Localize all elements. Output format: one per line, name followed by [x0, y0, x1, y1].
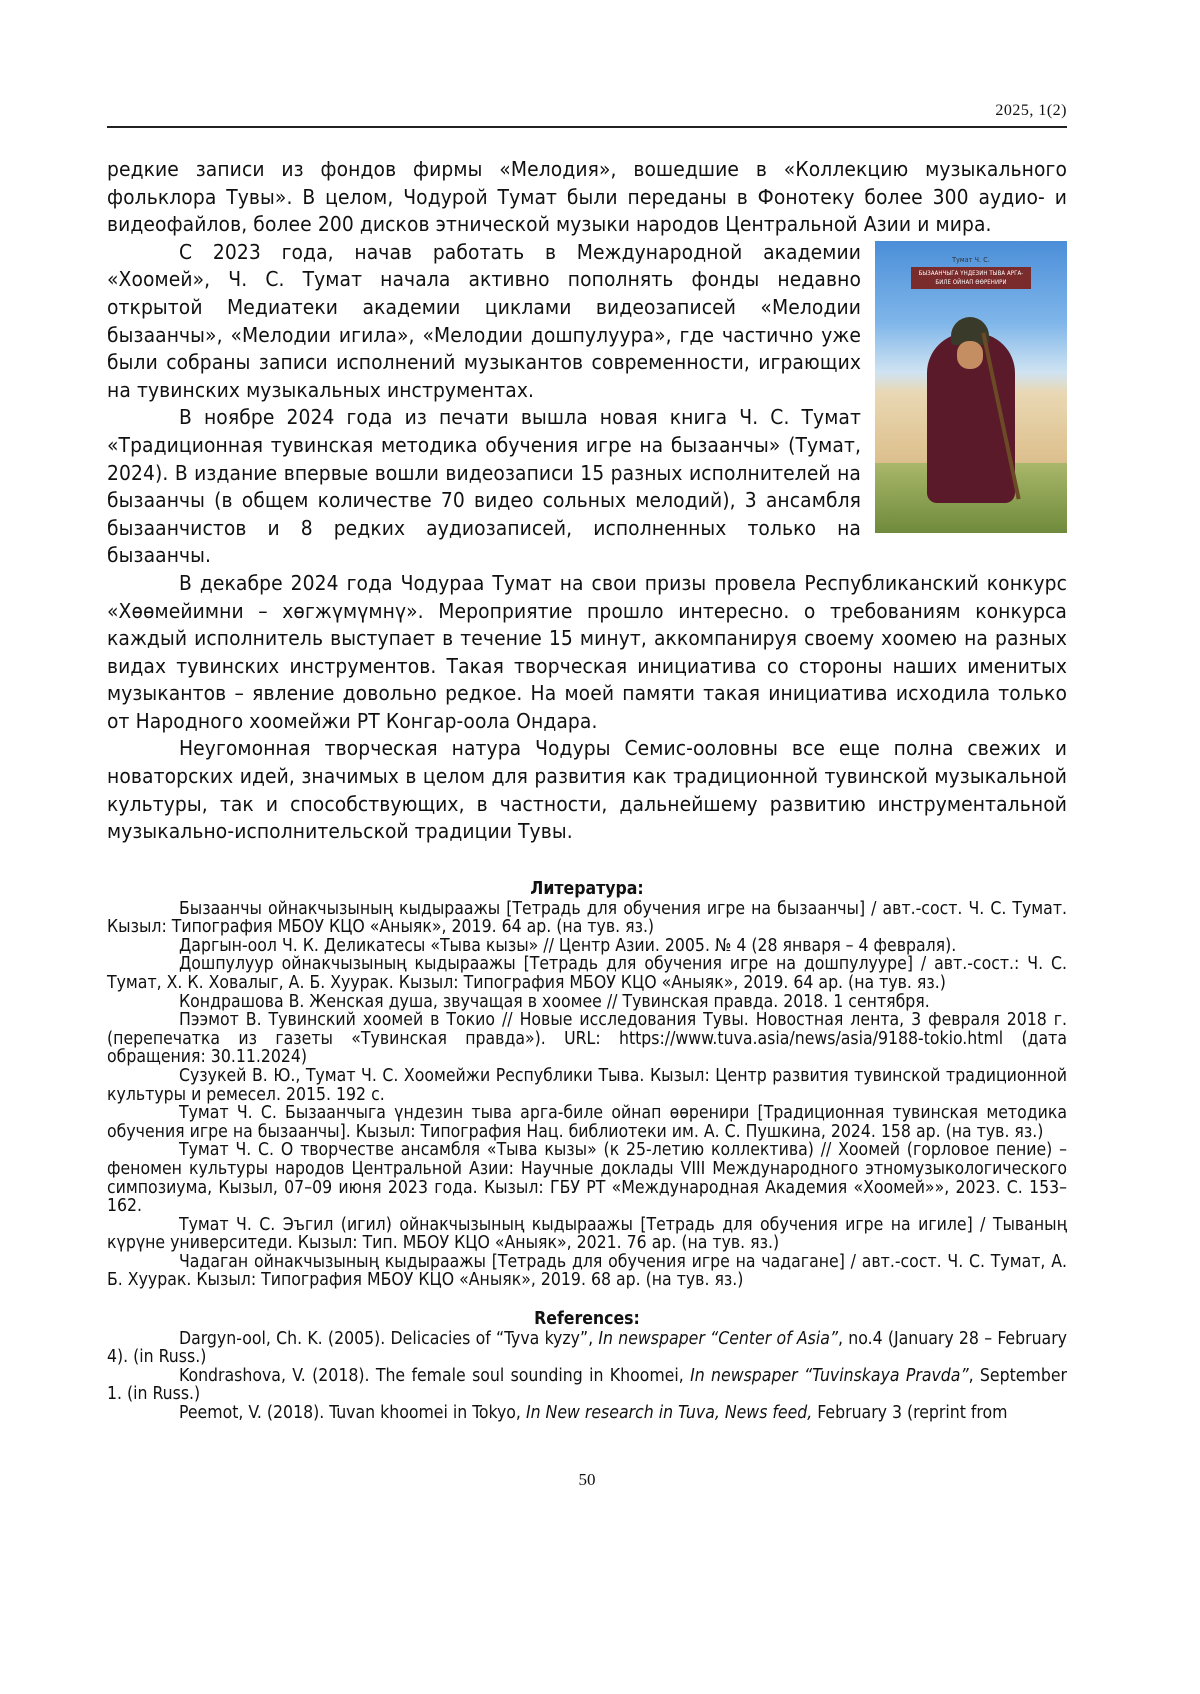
book-cover-author: Тумат Ч. С.	[952, 255, 990, 264]
literature-entry: Чадаган ойнакчызының кыдыраажы [Тетрадь для обучения игре на чадагане] / авт.-сост. Ч. С. Тумат, А. Б. Хуурак. Кызыл: Типография МБОУ КЦО «Аныяк», 2019. 68 ар. (на тув. яз.)	[107, 1251, 1067, 1291]
cover-musician-face	[957, 341, 983, 369]
literature-entry: Тумат Ч. С. Эъгил (игил) ойнакчызының кыдыраажы [Тетрадь для обучения игре на игиле] / Тываның күрүне университеди. Кызыл: Тип. МБОУ КЦО «Аныяк», 2021. 76 ар. (на тув. яз.)	[107, 1214, 1067, 1254]
literature-entry: Кондрашова В. Женская душа, звучащая в хоомее // Тувинская правда. 2018. 1 сентября.	[179, 991, 930, 1012]
reference-text: , September 1. (in Russ.)	[107, 1365, 1067, 1405]
literature-heading: Литература:	[530, 879, 644, 899]
literature-entry: Пээмот В. Тувинский хоомей в Токио // Новые исследования Тувы. Новостная лента, 3 февраля 2018 г. (перепечатка из газеты «Тувинская правда»). URL: https://www.tuva.asia/news/asia/9188-tokio.html (дата обращения: 30.11.2024)	[107, 1010, 1067, 1068]
literature-entry: Бызаанчы ойнакчызының кыдыраажы [Тетрадь для обучения игре на бызаанчы] / авт.-сост. Ч. С. Тумат. Кызыл: Типография МБОУ КЦО «Аныяк», 2019. 64 ар. (на тув. яз.)	[107, 898, 1067, 938]
literature-entry: Тумат Ч. С. О творчестве ансамбля «Тыва кызы» (к 25-летию коллектива) // Хоомей (горловое пение) – феномен культуры народов Центральной Азии: Научные доклады VIII Международного этномузыкологического симпозиума, Кызыл, 07–09 июня 2023 года. Кызыл: ГБУ РТ «Международная Академия «Хоомей»», 2023. С. 153–162.	[107, 1140, 1067, 1217]
reference-text: Dargyn-ool, Ch. K. (2005). Delicacies of “Tyva kyzy”,	[179, 1328, 599, 1349]
running-head: 2025, 1(2)	[995, 102, 1067, 119]
reference-text: Kondrashova, V. (2018). The female soul sounding in Khoomei,	[179, 1365, 691, 1386]
literature-entry: Сузукей В. Ю., Тумат Ч. С. Хоомейжи Республики Тыва. Кызыл: Центр развития тувинской традиционной культуры и ремесел. 2015. 192 с.	[107, 1065, 1067, 1105]
literature-section	[107, 880, 1067, 1290]
page-number: 50	[578, 1470, 596, 1489]
reference-source: In newspaper “Center of Asia”	[598, 1328, 839, 1349]
book-cover-title: БЫЗААНЧЫГА ҮНДЕЗИН ТЫВА АРГА-БИЛЕ ОЙНАП ӨӨРЕНИРИ	[911, 267, 1031, 289]
header-rule	[107, 126, 1067, 128]
reference-text: , no.4 (January 28 – February 4). (in Russ.)	[107, 1328, 1067, 1368]
literature-entry: Дошпулуур ойнакчызының кыдыраажы [Тетрадь для обучения игре на дошпулууре] / авт.-сост.: Ч. С. Тумат, Х. К. Ховалыг, А. Б. Хуурак. Кызыл: Типография МБОУ КЦО «Аныяк», 2019. 64 ар. (на тув. яз.)	[107, 954, 1067, 993]
book-cover-image	[875, 241, 1067, 533]
reference-source: In New research in Tuva, News feed,	[525, 1402, 813, 1423]
body-text	[107, 156, 1067, 846]
paragraph: Неугомонная творческая натура Чодуры Семис-ооловны все еще полна свежих и новаторских идей, значимых в целом для развития как традиционной тувинской музыкальной культуры, так и способствующих, в частности, дальнейшему развитию инструментальной музыкально-исполнительской традиции Тувы.	[107, 736, 1067, 844]
reference-text: Peemot, V. (2018). Tuvan khoomei in Tokyo,	[179, 1402, 526, 1423]
reference-entry	[107, 1330, 1067, 1367]
paragraph: В ноябре 2024 года из печати вышла новая книга Ч. С. Тумат «Традиционная тувинская методика обучения игре на бызаанчы» (Тумат, 2024). В издание впервые вошли видеозаписи 15 разных исполнителей на бызаанчы (в общем количестве 70 видео сольных мелодий), 3 ансамбля бызаанчистов и 8 редких аудиозаписей, исполненных только на бызаанчы.	[107, 405, 861, 568]
paragraph: С 2023 года, начав работать в Международной академии «Хоомей», Ч. С. Тумат начала активно пополнять фонды недавно открытой Медиатеки академии циклами видеозаписей «Мелодии бызаанчы», «Мелодии игила», «Мелодии дошпулуура», где частично уже были собраны записи исполнений музыкантов современности, играющих на тувинских музыкальных инструментах.	[107, 239, 861, 402]
paragraph: В декабре 2024 года Чодураа Тумат на свои призы провела Республиканский конкурс «Хөөмейимни – хөгжүмүмнү». Мероприятие прошло интересно. о требованиям конкурса каждый исполнитель выступает в течение 15 минут, аккомпанируя своему хоомею на разных видах тувинских инструментов. Такая творческая инициатива со стороны наших именитых музыкантов – явление довольно редкое. На моей памяти такая инициатива исходила только от Народного хоомейжи РТ Конгар-оола Ондара.	[107, 570, 1067, 733]
literature-entry: Даргын-оол Ч. К. Деликатесы «Тыва кызы» // Центр Азии. 2005. № 4 (28 января – 4 февраля).	[179, 935, 957, 956]
reference-text: February 3 (reprint from	[812, 1402, 1008, 1423]
literature-entry: Тумат Ч. С. Бызаанчыга үндезин тыва арга-биле ойнап өөренири [Традиционная тувинская методика обучения игре на бызаанчы]. Кызыл: Типография Нац. библиотеки им. А. С. Пушкина, 2024. 158 ар. (на тув. яз.)	[107, 1103, 1067, 1142]
reference-source: In newspaper “Tuvinskaya Pravda”	[690, 1365, 969, 1386]
reference-entry	[107, 1367, 1067, 1404]
references-section	[107, 1310, 1067, 1423]
references-heading: References:	[534, 1309, 640, 1329]
paragraph: редкие записи из фондов фирмы «Мелодия», вошедшие в «Коллекцию музыкального фольклора Тувы». В целом, Чодурой Тумат были переданы в Фонотеку более 300 аудио- и видеофайлов, более 200 дисков этнической музыки народов Центральной Азии и мира.	[107, 157, 1067, 237]
reference-entry	[107, 1404, 1067, 1423]
